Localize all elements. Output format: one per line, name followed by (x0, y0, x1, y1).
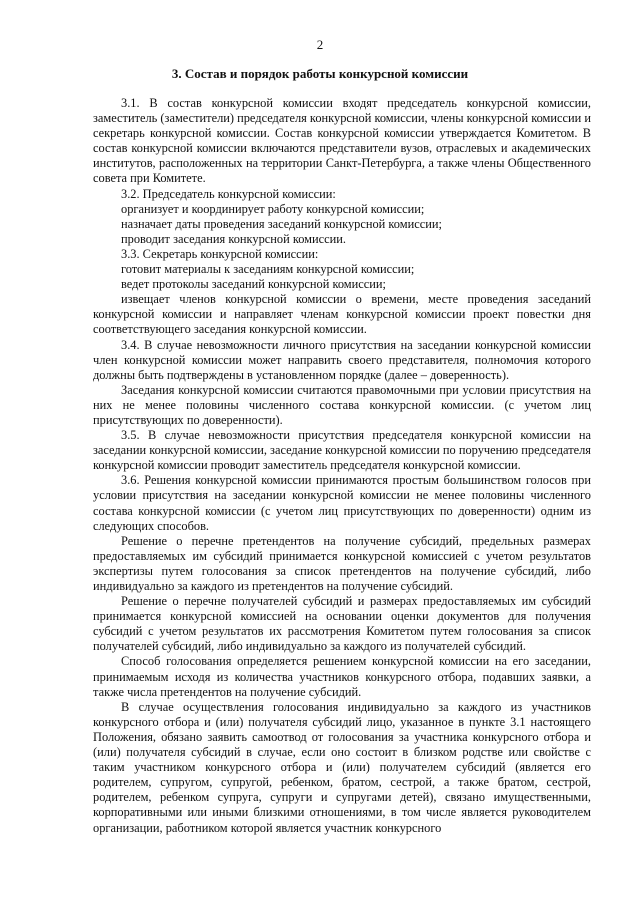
section-heading: 3. Состав и порядок работы конкурсной комиссии (171, 66, 469, 81)
paragraph: извещает членов конкурсной комиссии о времени, месте проведения заседаний конкурсной комиссии и направляет членам конкурсной комиссии проект повестки дня соответствующего заседания конкурсной комиссии. (93, 292, 591, 337)
page-number: 2 (316, 37, 324, 52)
paragraph: Способ голосования определяется решением конкурсной комиссии на его заседании, принимаемым исходя из количества участников конкурсного отбора, подавших заявки, а также числа претендентов на получение субсидий. (93, 654, 591, 699)
paragraph: В случае осуществления голосования индивидуально за каждого из участников конкурсного отбора и (или) получателя субсидий лицо, указанное в пункте 3.1 настоящего Положения, обязано заявить самоотвод от голосования за участника конкурсного отбора и (или) получателя субсидий в случае, если оно состоит в близком родстве или свойстве с таким участником конкурсного отбора и (или) получателем субсидий (является его родителем, супругом, супругой, ребенком, братом, сестрой, а также братом, сестрой, родителем, ребенком супруга, супруги и супругами детей), связано имущественными, корпоративными или иными близкими отношениями, в том числе является руководителем организации, работником которой является участник конкурсного (93, 699, 591, 835)
paragraph: 3.3. Секретарь конкурсной комиссии: (121, 246, 319, 261)
paragraph: 3.2. Председатель конкурсной комиссии: (121, 186, 336, 201)
section-body (93, 96, 591, 836)
list-item: ведет протоколы заседаний конкурсной комиссии; (121, 277, 386, 292)
paragraph: Решение о перечне получателей субсидий и размерах предоставляемых им субсидий принимается конкурсной комиссией на основании оценки документов для получения субсидий с учетом результатов их рассмотрения Комитетом путем голосования за список получателей субсидий, либо индивидуально за каждого из получателей субсидий. (93, 594, 591, 654)
list-item: готовит материалы к заседаниям конкурсной комиссии; (121, 262, 415, 277)
paragraph: 3.1. В состав конкурсной комиссии входят председатель конкурсной комиссии, заместитель (заместители) председателя конкурсной комиссии, члены конкурсной комиссии и секретарь конкурсной комиссии. Состав конкурсной комиссии утверждается Комитетом. В состав конкурсной комиссии включаются представители вузов, отраслевых и академических институтов, расположенных на территории Санкт-Петербурга, а также члены Общественного совета при Комитете. (93, 96, 592, 186)
list-item: назначает даты проведения заседаний конкурсной комиссии; (121, 216, 442, 231)
list-item: организует и координирует работу конкурсной комиссии; (121, 201, 425, 216)
paragraph: Решение о перечне претендентов на получение субсидий, предельных размерах предоставляемых им субсидий принимается конкурсной комиссией с учетом результатов экспертизы путем голосования за список претендентов на получение субсидий, либо индивидуально за каждого из претендентов на получение субсидий. (93, 533, 591, 593)
list-item: проводит заседания конкурсной комиссии. (121, 231, 347, 246)
paragraph: 3.4. В случае невозможности личного присутствия на заседании конкурсной комиссии член конкурсной комиссии может направить своего представителя, полномочия которого должны быть подтверждены в установленном порядке (далее – доверенность). (93, 337, 591, 382)
paragraph: Заседания конкурсной комиссии считаются правомочными при условии присутствия на них не менее половины численного состава конкурсной комиссии. (с учетом лиц присутствующих по доверенности). (93, 382, 591, 427)
paragraph: 3.5. В случае невозможности присутствия председателя конкурсной комиссии на заседании конкурсной комиссии, заседание конкурсной комиссии по поручению председателя конкурсной комиссии проводит заместитель председателя конкурсной комиссии. (93, 428, 591, 473)
paragraph: 3.6. Решения конкурсной комиссии принимаются простым большинством голосов при условии присутствия на заседании конкурсной комиссии не менее половины численного состава конкурсной комиссии (с учетом лиц присутствующих по доверенности) одним из следующих способов. (93, 473, 591, 533)
